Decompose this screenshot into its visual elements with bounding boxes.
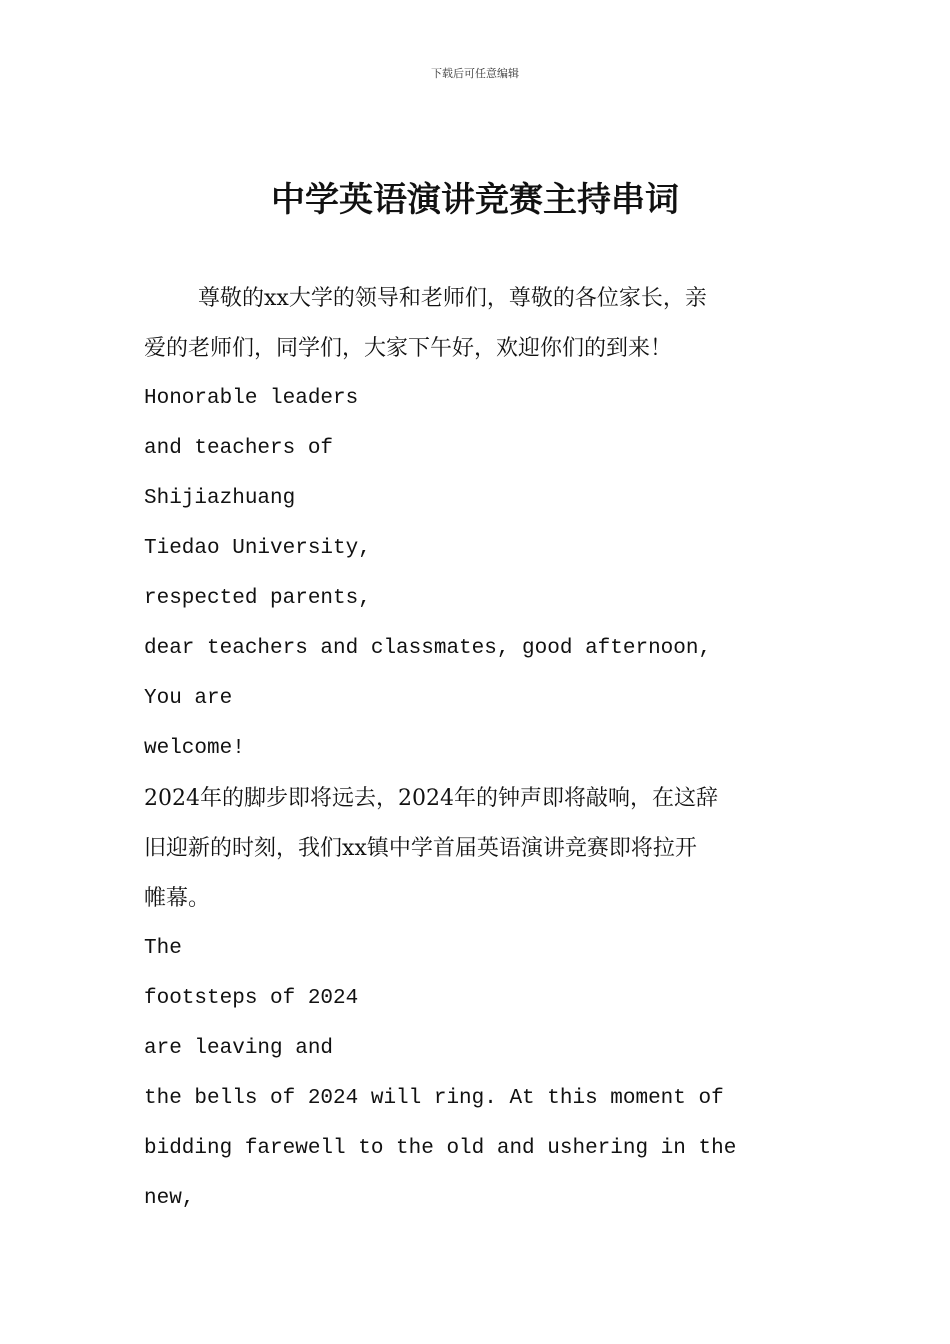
header-note: 下载后可任意编辑 <box>431 67 519 80</box>
body-line: 尊敬的xx大学的领导和老师们，尊敬的各位家长，亲 <box>198 286 707 311</box>
body-line: bidding farewell to the old and ushering in the <box>144 1137 737 1160</box>
document-title: 中学英语演讲竞赛主持串词 <box>271 180 679 220</box>
document-body <box>144 274 814 1224</box>
body-line: dear teachers and classmates, good afternoon, <box>144 637 712 660</box>
body-line: 2024年的脚步即将远去，2024年的钟声即将敲响，在这辞 <box>144 786 718 811</box>
body-line: and teachers of <box>144 437 334 460</box>
body-line: 爱的老师们，同学们，大家下午好，欢迎你们的到来！ <box>144 336 673 361</box>
body-line: Honorable leaders <box>144 387 359 410</box>
body-line: Tiedao University, <box>144 537 371 560</box>
body-line: welcome! <box>144 737 245 760</box>
body-line: 帷幕。 <box>144 886 211 911</box>
body-line: new, <box>144 1187 195 1210</box>
body-line: The <box>144 937 182 960</box>
body-line: You are <box>144 687 233 710</box>
body-line: are leaving and <box>144 1037 334 1060</box>
body-line: the bells of 2024 will ring. At this moment of <box>144 1087 724 1110</box>
body-line: Shijiazhuang <box>144 487 296 510</box>
body-line: footsteps of 2024 <box>144 987 359 1010</box>
body-line: respected parents, <box>144 587 371 610</box>
body-line: 旧迎新的时刻，我们xx镇中学首届英语演讲竞赛即将拉开 <box>144 836 697 861</box>
